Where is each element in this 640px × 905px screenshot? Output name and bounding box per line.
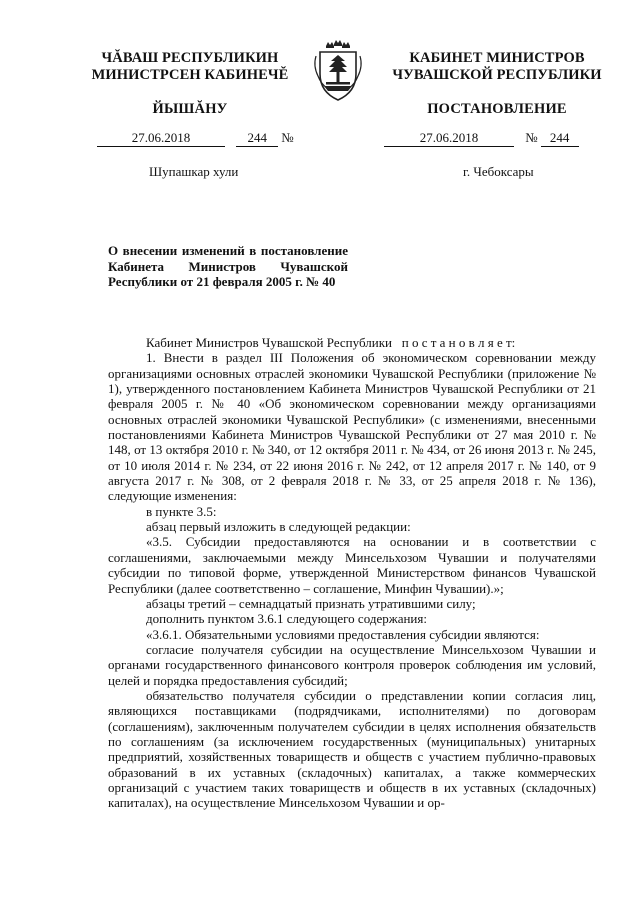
header-left-title-line1: ЧĂВАШ РЕСПУБЛИКИН [101,50,279,66]
document-body [108,335,596,811]
right-place: г. Чебоксары [463,164,534,179]
body-paragraph: абзац первый изложить в следующей редакции: [146,519,411,535]
header-right-title-line2: ЧУВАШСКОЙ РЕСПУБЛИКИ [392,67,602,83]
right-number: 244 [541,130,579,147]
left-place: Шупашкар хули [149,164,239,179]
header-left-block [75,50,305,118]
chuvash-coat-of-arms-icon [312,40,364,102]
header-right-title-line1: КАБИНЕТ МИНИСТРОВ [409,50,585,66]
body-paragraph: дополнить пунктом 3.6.1 следующего содержания: [146,611,427,627]
header-right-block [382,50,612,118]
right-date: 27.06.2018 [384,130,514,147]
left-date: 27.06.2018 [97,130,225,147]
right-number-sign: № [525,130,538,145]
intro-spaced-verb: п о с т а н о в л я е т: [401,335,516,350]
body-paragraph: «3.5. Субсидии предоставляются на основании и в соответствии с соглашениями, заключаемыми между Минсельхозом Чувашии и получателями субсидии по типовой форме, утвержденной Министерством финансов Чувашской Республики (далее соответственно – соглашение, Минфин Чувашии).»; [108,534,596,596]
left-date-number-line [97,130,297,147]
body-paragraph: абзацы третий – семнадцатый признать утратившими силу; [146,595,476,611]
document-subject: О внесении изменений в постановление Кабинета Министров Чувашской Республики от 21 февраля 2005 г. № 40 [108,243,348,289]
right-date-number-line [384,130,579,147]
body-paragraph: 1. Внести в раздел III Положения об экономическом соревновании между организациями основных отраслей экономики Чувашской Республики (приложение № 1), утвержденного постановлением Кабинета Министров Чувашской Республики от 21 февраля 2005 г. № 40 «Об экономическом соревновании между организациями основных отраслей экономики Чувашской Республики» (с изменениями, внесенными постановлениями Кабинета Министров Чувашской Республики от 27 мая 2010 г. № 148, от 13 октября 2010 г. № 340, от 12 октября 2011 г. № 434, от 26 июня 2013 г. № 245, от 10 июля 2014 г. № 234, от 22 июня 2016 г. № 242, от 12 апреля 2017 г. № 140, от 9 августа 2017 г. № 308, от 2 февраля 2018 г. № 33, от 25 апреля 2018 г. № 136), следующие изменения: [108,350,596,504]
header-right-doc-type: ПОСТАНОВЛЕНИЕ [427,101,567,117]
intro-paragraph [108,335,596,350]
header-left-doc-type: ЙЫШĂНУ [152,101,228,117]
body-paragraph: согласие получателя субсидии на осуществление Минсельхозом Чувашии и органами государственного финансового контроля проверок соблюдения им условий, целей и порядка предоставления субсидий; [108,641,596,688]
body-paragraph: в пункте 3.5: [146,503,217,519]
left-number-sign: № [281,130,294,145]
left-number: 244 [236,130,278,147]
header-left-title-line2: МИНИСТРСЕН КАБИНЕЧĔ [91,67,289,83]
intro-text: Кабинет Министров Чувашской Республики [146,335,392,350]
body-paragraph: «3.6.1. Обязательными условиями предоставления субсидии являются: [146,626,540,642]
body-paragraph: обязательство получателя субсидии о представлении копии согласия лиц, являющихся поставщиками (подрядчиками, исполнителями) по договорам (соглашениям), заключенным получателем субсидии в целях исполнения обязательств по соглашениям (за исключением государственных (муниципальных) унитарных предприятий, хозяйственных товариществ и обществ с участием публично-правовых образований в их уставных (складочных) капиталах, а также коммерческих организаций с участием таких товариществ и обществ в их уставных (складочных) капиталах), на осуществление Минсельхозом Чувашии и ор- [108,687,596,811]
